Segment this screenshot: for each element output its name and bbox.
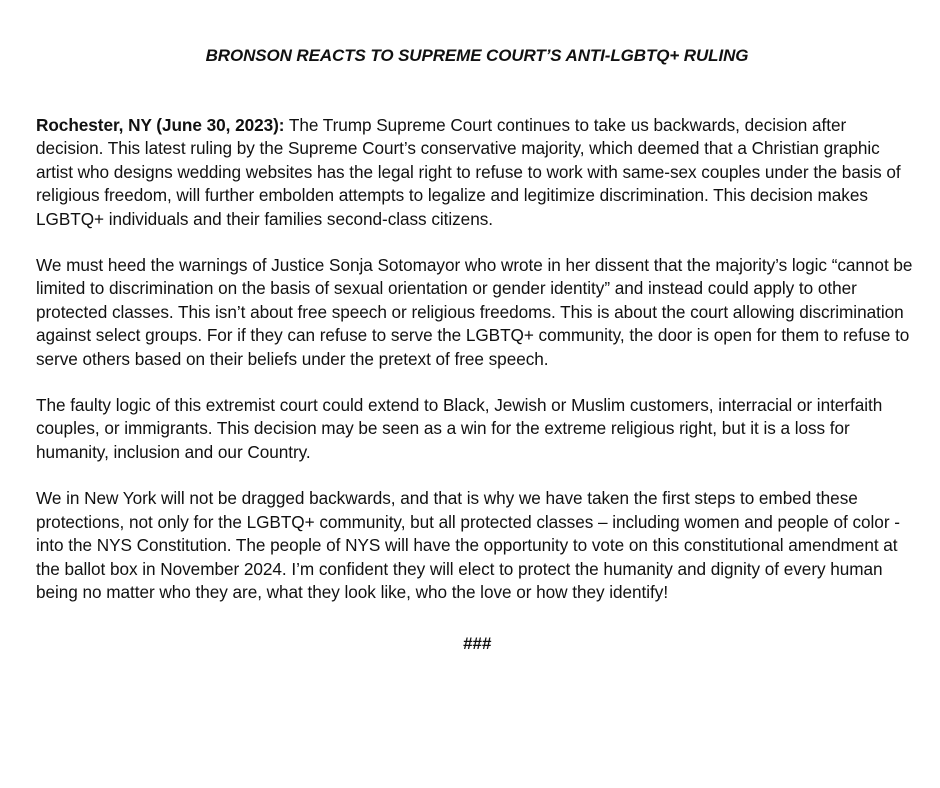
dateline: Rochester, NY (June 30, 2023): (36, 115, 285, 135)
paragraph-1 (36, 114, 918, 231)
paragraph-3: The faulty logic of this extremist court could extend to Black, Jewish or Muslim customers, interracial or interfaith couples, or immigrants. This decision may be seen as a win for the extreme religious right, but it is a loss for humanity, inclusion and our Country. (36, 395, 883, 462)
press-release-title: BRONSON REACTS TO SUPREME COURT’S ANTI-LGBTQ+ RULING (205, 46, 749, 65)
end-of-release-mark: ### (462, 634, 492, 654)
paragraph-4: We in New York will not be dragged backwards, and that is why we have taken the first steps to embed these protections, not only for the LGBTQ+ community, but all protected classes – including women and people of color - into the NYS Constitution. The people of NYS will have the opportunity to vote on this constitutional amendment at the ballot box in November 2024. I’m confident they will elect to protect the humanity and dignity of every human being no matter who they are, what they look like, who the love or how they identify! (36, 488, 900, 602)
paragraph-1-body: The Trump Supreme Court continues to take us backwards, decision after decision. This latest ruling by the Supreme Court’s conservative majority, which deemed that a Christian graphic artist who designs wedding websites has the legal right to refuse to work with same-sex couples under the basis of religious freedom, will further embolden attempts to legalize and legitimize discrimination. This decision makes LGBTQ+ individuals and their families second-class citizens. (36, 115, 901, 229)
paragraph-2: We must heed the warnings of Justice Sonja Sotomayor who wrote in her dissent that the majority’s logic “cannot be limited to discrimination on the basis of sexual orientation or gender identity” and instead could apply to other protected classes. This isn’t about free speech or religious freedoms. This is about the court allowing discrimination against select groups. For if they can refuse to serve the LGBTQ+ community, the door is open for them to refuse to serve others based on their beliefs under the pretext of free speech. (36, 255, 913, 369)
